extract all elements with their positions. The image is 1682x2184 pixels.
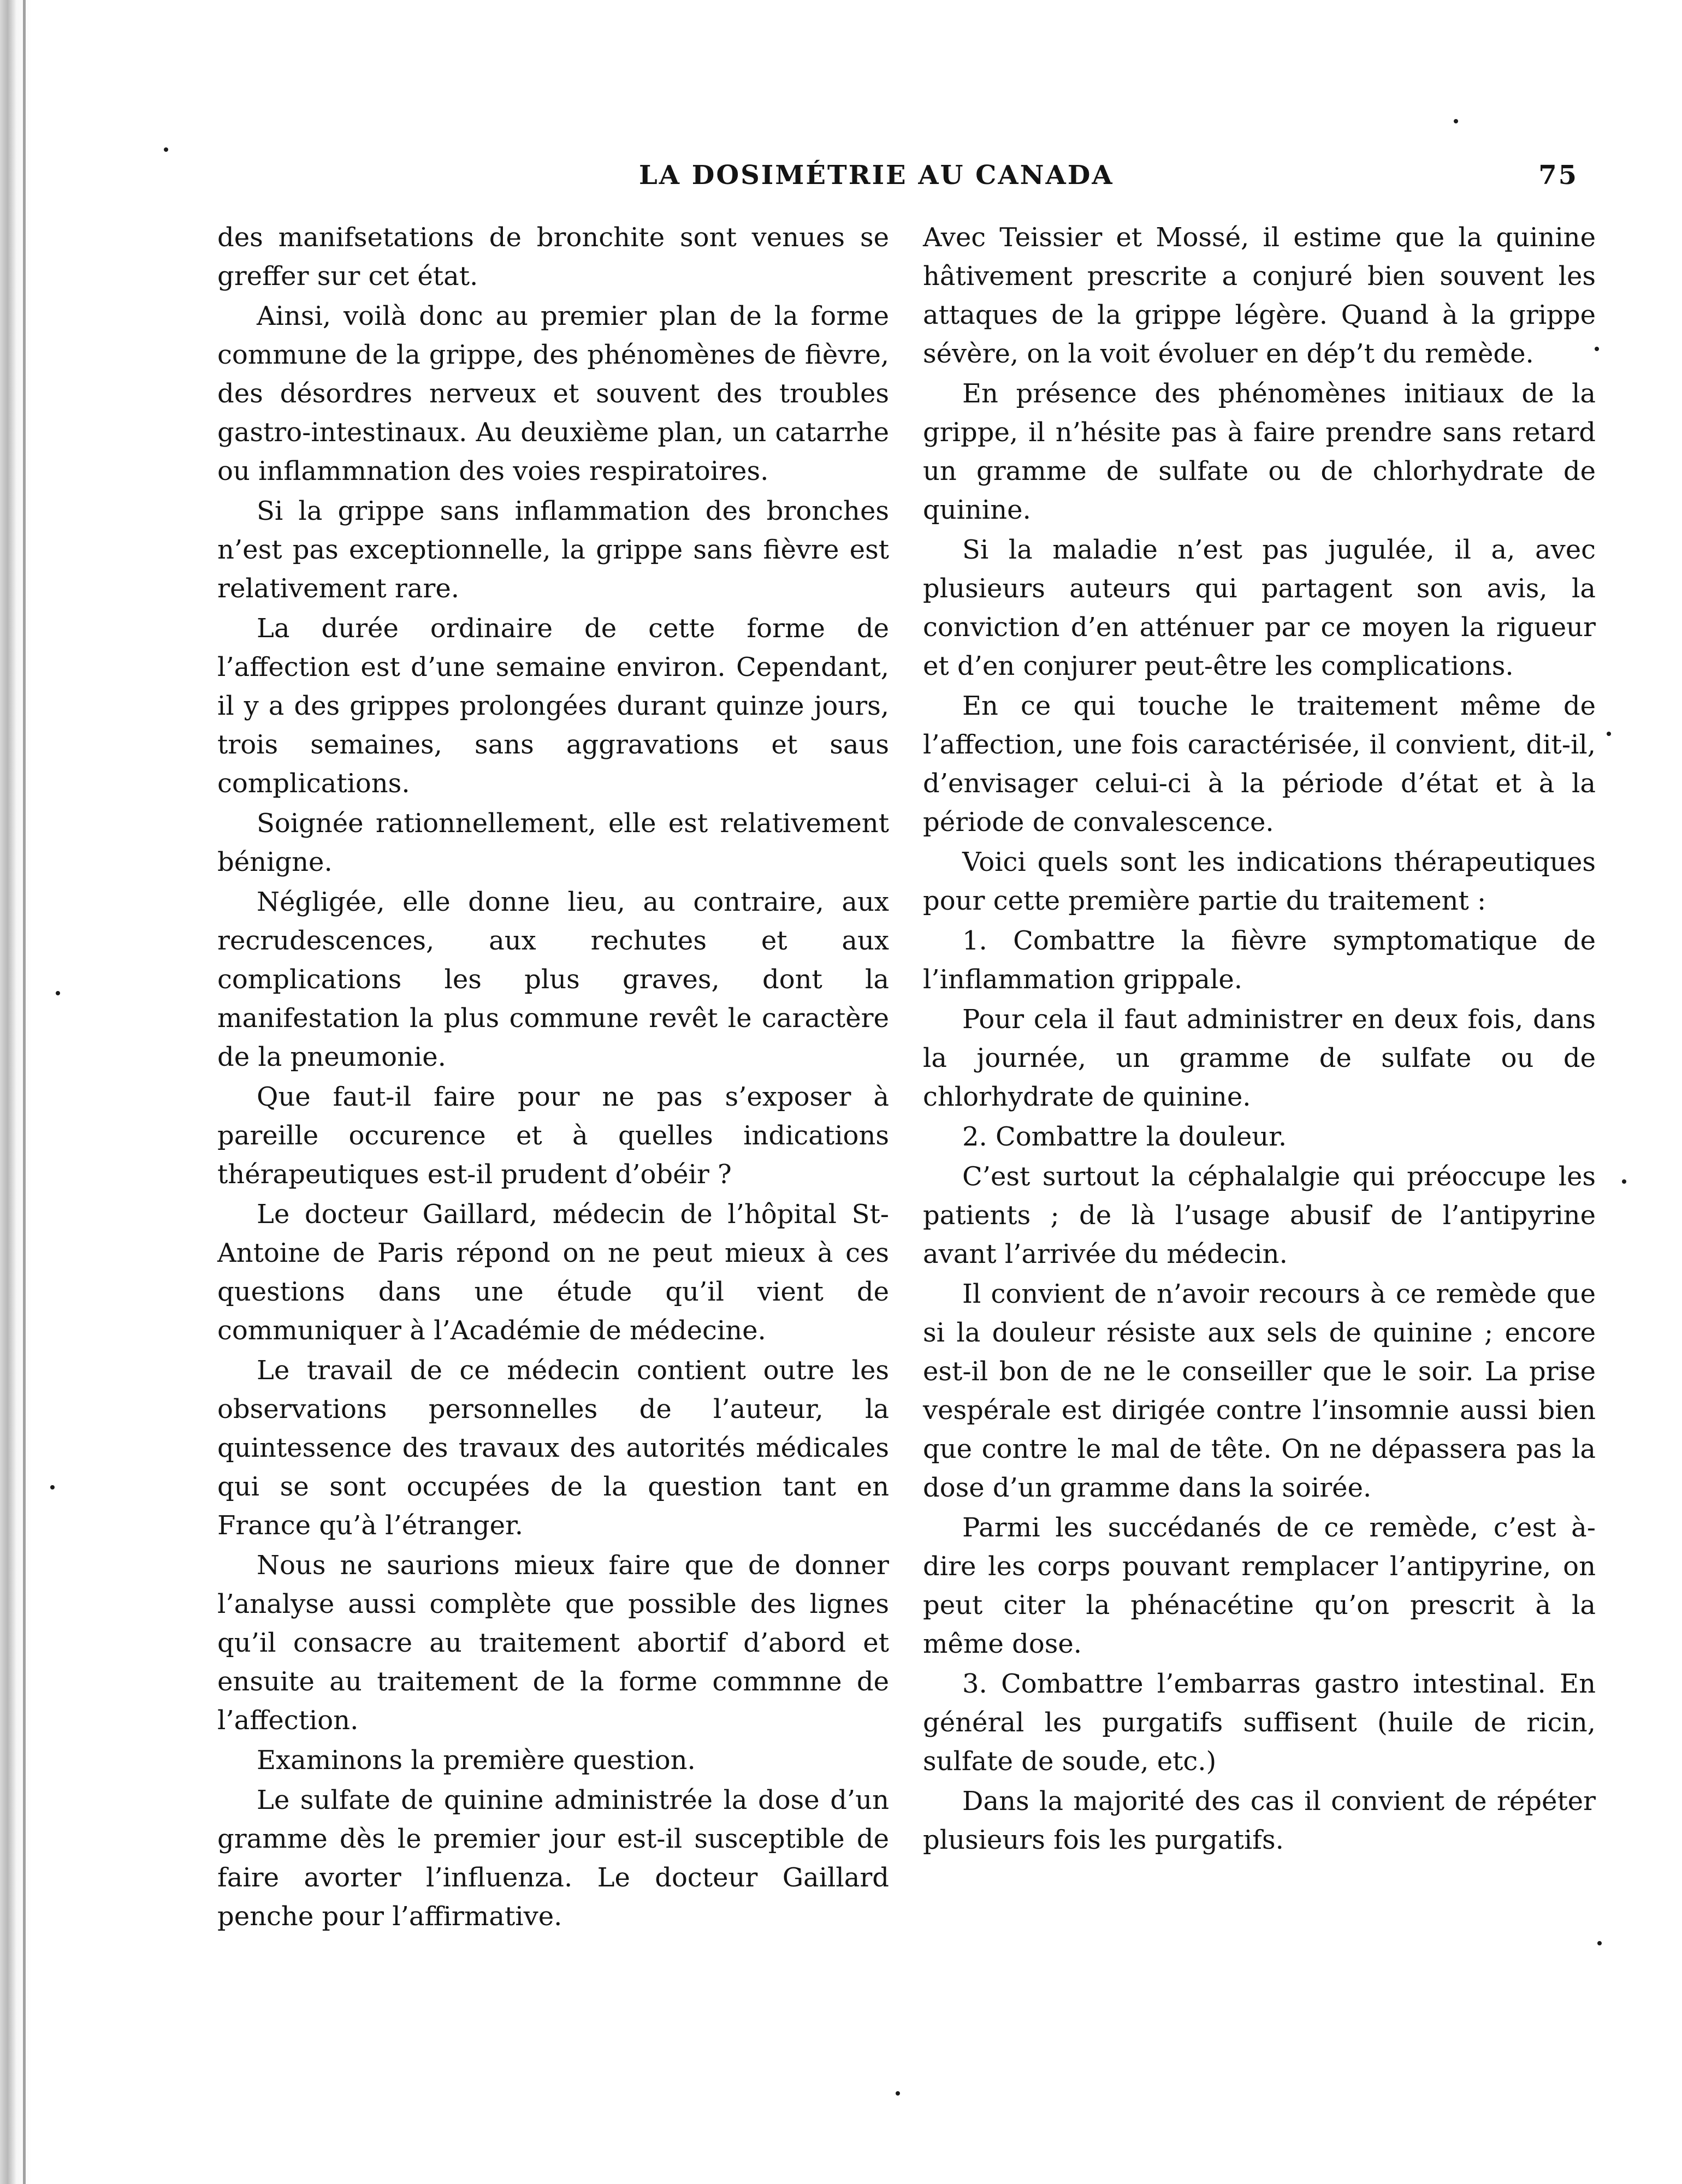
numbered-paragraph: 1. Combattre la fièvre symptomatique de l’inflammation grippale. bbox=[923, 925, 1596, 995]
page-header bbox=[639, 156, 1578, 194]
page-number: 75 bbox=[1538, 160, 1578, 191]
paragraph: En présence des phénomènes initiaux de la grippe, il n’hésite pas à faire prendre sans retard un gramme de sulfate ou de chlorhydrate de quinine. bbox=[923, 378, 1596, 525]
paragraph: Le sulfate de quinine administrée la dose d’un gramme dès le premier jour est-il susceptible de faire avorter l’influenza. Le docteur Gaillard penche pour l’affirmative. bbox=[217, 1785, 889, 1932]
paragraph: Que faut-il faire pour ne pas s’exposer à pareille occurence et à quelles indications thérapeutiques est-il prudent d’obéir ? bbox=[217, 1082, 889, 1190]
scan-speck bbox=[1454, 119, 1458, 123]
left-column bbox=[217, 218, 889, 1936]
scan-speck bbox=[164, 147, 168, 152]
scanned-page-edge bbox=[0, 0, 32, 2184]
paragraph: Si la maladie n’est pas jugulée, il a, avec plusieurs auteurs qui partagent son avis, la conviction d’en atténuer par ce moyen la rigueur et d’en conjurer peut-être les complications. bbox=[923, 535, 1596, 681]
paragraph: Parmi les succédanés de ce remède, c’est à-dire les corps pouvant remplacer l’antipyrine, on peut citer la phénacétine qu’on prescrit à la même dose. bbox=[923, 1512, 1596, 1659]
paragraph: Nous ne saurions mieux faire que de donner l’analyse aussi complète que possible des lignes qu’il consacre au traitement abortif d’abord et ensuite au traitement de la forme commnne de l’affection. bbox=[217, 1550, 889, 1736]
paragraph: Avec Teissier et Mossé, il estime que la quinine hâtivement prescrite a conjuré bien souvent les attaques de la grippe légère. Quand à la grippe sévère, on la voit évoluer en dép’t du remède. bbox=[923, 222, 1596, 369]
numbered-paragraph: 2. Combattre la douleur. bbox=[962, 1121, 1287, 1152]
paragraph: Le travail de ce médecin contient outre les observations personnelles de l’auteur, la quintessence des travaux des autorités médicales qui se sont occupées de la question tant en France qu’à l’étranger. bbox=[217, 1355, 889, 1541]
numbered-paragraph: 3. Combattre l’embarras gastro intestinal. En général les purgatifs suffisent (huile de ricin, sulfate de soude, etc.) bbox=[923, 1669, 1596, 1777]
running-head: LA DOSIMÉTRIE AU CANADA bbox=[639, 160, 1114, 191]
scan-speck bbox=[1607, 732, 1611, 736]
paragraph: Voici quels sont les indications thérapeutiques pour cette première partie du traitement : bbox=[923, 847, 1596, 916]
paragraph: Ainsi, voilà donc au premier plan de la forme commune de la grippe, des phénomènes de fièvre, des désordres nerveux et souvent des troubles gastro-intestinaux. Au deuxième plan, un catarrhe ou inflammnation des voies respiratoires. bbox=[217, 301, 889, 486]
binding-shadow bbox=[23, 0, 26, 2184]
scan-speck bbox=[50, 1485, 55, 1489]
paragraph: La durée ordinaire de cette forme de l’affection est d’une semaine environ. Cependant, il y a des grippes prolongées durant quinze jours, trois semaines, sans aggravations et saus complications. bbox=[217, 613, 889, 799]
scan-speck bbox=[1597, 1941, 1602, 1945]
paragraph: Dans la majorité des cas il convient de répéter plusieurs fois les purgatifs. bbox=[923, 1786, 1596, 1855]
paragraph: Si la grippe sans inflammation des bronches n’est pas exceptionnelle, la grippe sans fièvre est relativement rare. bbox=[217, 496, 889, 604]
paragraph: des manifsetations de bronchite sont venues se greffer sur cet état. bbox=[217, 222, 889, 292]
paragraph: Le docteur Gaillard, médecin de l’hôpital St-Antoine de Paris répond on ne peut mieux à ces questions dans une étude qu’il vient de communiquer à l’Académie de médecine. bbox=[217, 1199, 889, 1346]
right-column bbox=[923, 218, 1596, 1860]
paragraph: Négligée, elle donne lieu, au contraire, aux recrudescences, aux rechutes et aux complications les plus graves, dont la manifestation la plus commune revêt le caractère de la pneumonie. bbox=[217, 887, 889, 1072]
paragraph: Il convient de n’avoir recours à ce remède que si la douleur résiste aux sels de quinine ; encore est-il bon de ne le conseiller que le soir. La prise vespérale est dirigée contre l’insomnie aussi bien que contre le mal de tête. On ne dépassera pas la dose d’un gramme dans la soirée. bbox=[923, 1279, 1596, 1503]
scan-speck bbox=[1622, 1179, 1626, 1184]
paragraph: Examinons la première question. bbox=[257, 1745, 696, 1776]
paragraph: Pour cela il faut administrer en deux fois, dans la journée, un gramme de sulfate ou de chlorhydrate de quinine. bbox=[923, 1004, 1596, 1112]
scan-speck bbox=[56, 991, 60, 995]
scan-speck bbox=[896, 2091, 900, 2096]
paragraph: C’est surtout la céphalalgie qui préoccupe les patients ; de là l’usage abusif de l’antipyrine avant l’arrivée du médecin. bbox=[923, 1161, 1596, 1269]
paragraph: En ce qui touche le traitement même de l’affection, une fois caractérisée, il convient, dit-il, d’envisager celui-ci à la période d’état et à la période de convalescence. bbox=[923, 691, 1596, 838]
paragraph: Soignée rationnellement, elle est relativement bénigne. bbox=[217, 808, 889, 877]
